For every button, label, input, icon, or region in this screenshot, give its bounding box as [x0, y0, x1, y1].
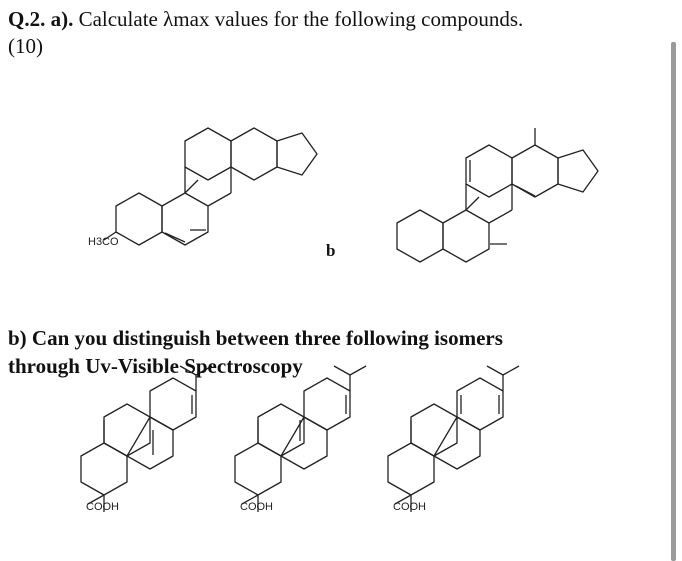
compound-b-structure	[397, 128, 598, 262]
isomer-2-cooh-label: COOH	[240, 501, 273, 513]
question-part-b-line1: b) Can you distinguish between three following isomers	[8, 326, 503, 350]
compound-a-structure	[104, 128, 317, 245]
question-number: Q.2. a).	[8, 7, 74, 31]
question-part-b-line2: through Uv-Visible Spectroscopy	[8, 354, 303, 378]
question-marks: (10)	[8, 34, 43, 58]
isomer-3-structure	[388, 366, 519, 512]
isomer-2-structure	[235, 366, 366, 512]
methoxy-label: H3CO	[88, 236, 119, 248]
compound-b-label: b	[326, 241, 336, 260]
isomer-3-cooh-label: COOH	[393, 501, 426, 513]
vertical-scrollbar[interactable]	[671, 42, 676, 561]
isomer-1-cooh-label: COOH	[86, 501, 119, 513]
question-part-a-text: Calculate λmax values for the following compounds.	[73, 7, 524, 31]
isomer-1-structure	[81, 366, 212, 512]
